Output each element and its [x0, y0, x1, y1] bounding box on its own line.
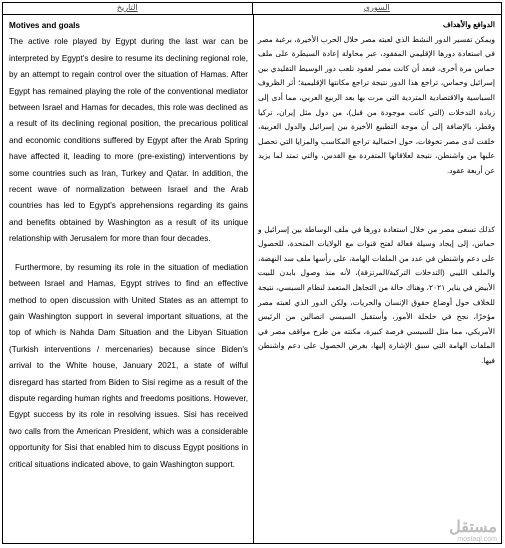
- english-paragraph-2: Furthermore, by resuming its role in the situation of mediation between Israel and Hamas, Egypt strives to find an effective method to open discussion with United States as an attempt to gain Washington support in several important situations, at the top of which is Nahda Dam Situation and the Libyan Situation (Turkish interventions / mercenaries) because since Biden's arrival to the White house, January 2021, a state of wilful disregard has started from Biden to Sisi regime as a result of the dispute regarding human rights and freedoms positions. However, Egypt success by its role in resolving issues. Sisi has received two calls from the American President, which was a considerable opportunity for Sisi that enabled him to discuss Egypt positions in critical situations indicated above, to gain Washington support.: [9, 262, 248, 469]
- watermark-site: mostaql.com: [457, 536, 497, 543]
- english-paragraph-gap: [9, 248, 248, 260]
- header-right-label: السوري: [363, 3, 390, 12]
- arabic-paragraph-2: كذلك تسعى مصر من خلال استعادة دورها في ملف الوساطة بين إسرائيل و حماس، إلى إيجاد وسيلة فعالة لفتح قنوات مع الولايات المتحدة، للحصول على دعم واشنطن في عدد من الملفات الهامة، على رأسها ملف سد النهضة، والملف الليبي (التدخلات التركية/المرتزقة)، لأنه منذ وصول بايدن للبيت الأبيض في يناير ٢٠٢١، وهناك حالة من التجاهل المتعمد لنظام السيسي، نتيجة للخلاف حول أوضاع حقوق الإنسان والحريات، ولكن الدور الذي لعبته مصر مؤخرًا، نجح في حلحلة الأمور، وأستقبل السيسي اتصالين من الرئيس الأمريكي، مما مثل للسيسي فرصة كبيرة، مكنته من طرح مواقف مصر في الملفات الهامة التي سبق الإشارة إليها، بغرض الحصول على دعم واشنطن فيها.: [258, 224, 495, 365]
- english-column: [3, 15, 254, 543]
- watermark-brand: مستقل: [449, 519, 497, 536]
- header-left-label: التاريخ: [3, 3, 253, 14]
- arabic-column: [254, 15, 501, 543]
- table-header-row: [3, 3, 501, 15]
- english-heading: Motives and goals: [9, 21, 80, 30]
- arabic-heading: الدوافع والأهداف: [442, 20, 495, 29]
- translation-table: [2, 2, 502, 544]
- arabic-paragraph-gap: [258, 179, 495, 223]
- arabic-paragraph-1: ويمكن تفسير الدور النشط الذي لعبته مصر خلال الحرب الأخيرة، برغبة مصر في استعادة دورها الإقليمي المفقود، عبر محاولة إعادة السيطرة على ملف حماس مرة أخرى، فبعد أن كانت مصر لعقود تلعب دور الوسيط التقليدي بين إسرائيل وحماس، تراجع هذا الدور نتيجة تراجع مكانتها الإقليمية؛ أثر الظروف السياسية والاقتصادية المتردية التي مرت بها بعد الربيع العربي، مما أدى إلى زيادة التدخلات (التي كانت موجودة من قبل)، من دول مثل إيران، تركيا وقطر، بالإضافة إلى أن موجة التطبيع الأخيرة بين إسرائيل والدول العربية، خلقت لدى مصر تخوفات، حول احتمالية تراجع المكاسب والمزايا التي تحصل عليها من واشنطن، نتيجة لعلاقاتها المتفردة مع القدس، والتي تمتد لما يزيد عن أربعة عقود.: [258, 34, 495, 175]
- table-body-row: [3, 15, 501, 543]
- english-paragraph-1: The active role played by Egypt during the last war can be interpreted by Egypt's desire to resume its declining regional role, by an attempt to regain control over the situation of Hamas. After Egypt has remained playing the role of the conventional mediator between Israel and Hamas for decades, this role was declined as a result of its declining regional position, the precarious political and economic conditions suffered by Egypt after the Arab Spring have affected it, leading to more (pre-existing) interventions by some countries such as Iran, Turkey and Qatar. In addition, the recent wave of normalization between Israel and the Arab countries has led to Egypt's apprehensions regarding its gains and benefits obtained by Washington as a result of its unique relationship with Jerusalem for more than four decades.: [9, 37, 248, 244]
